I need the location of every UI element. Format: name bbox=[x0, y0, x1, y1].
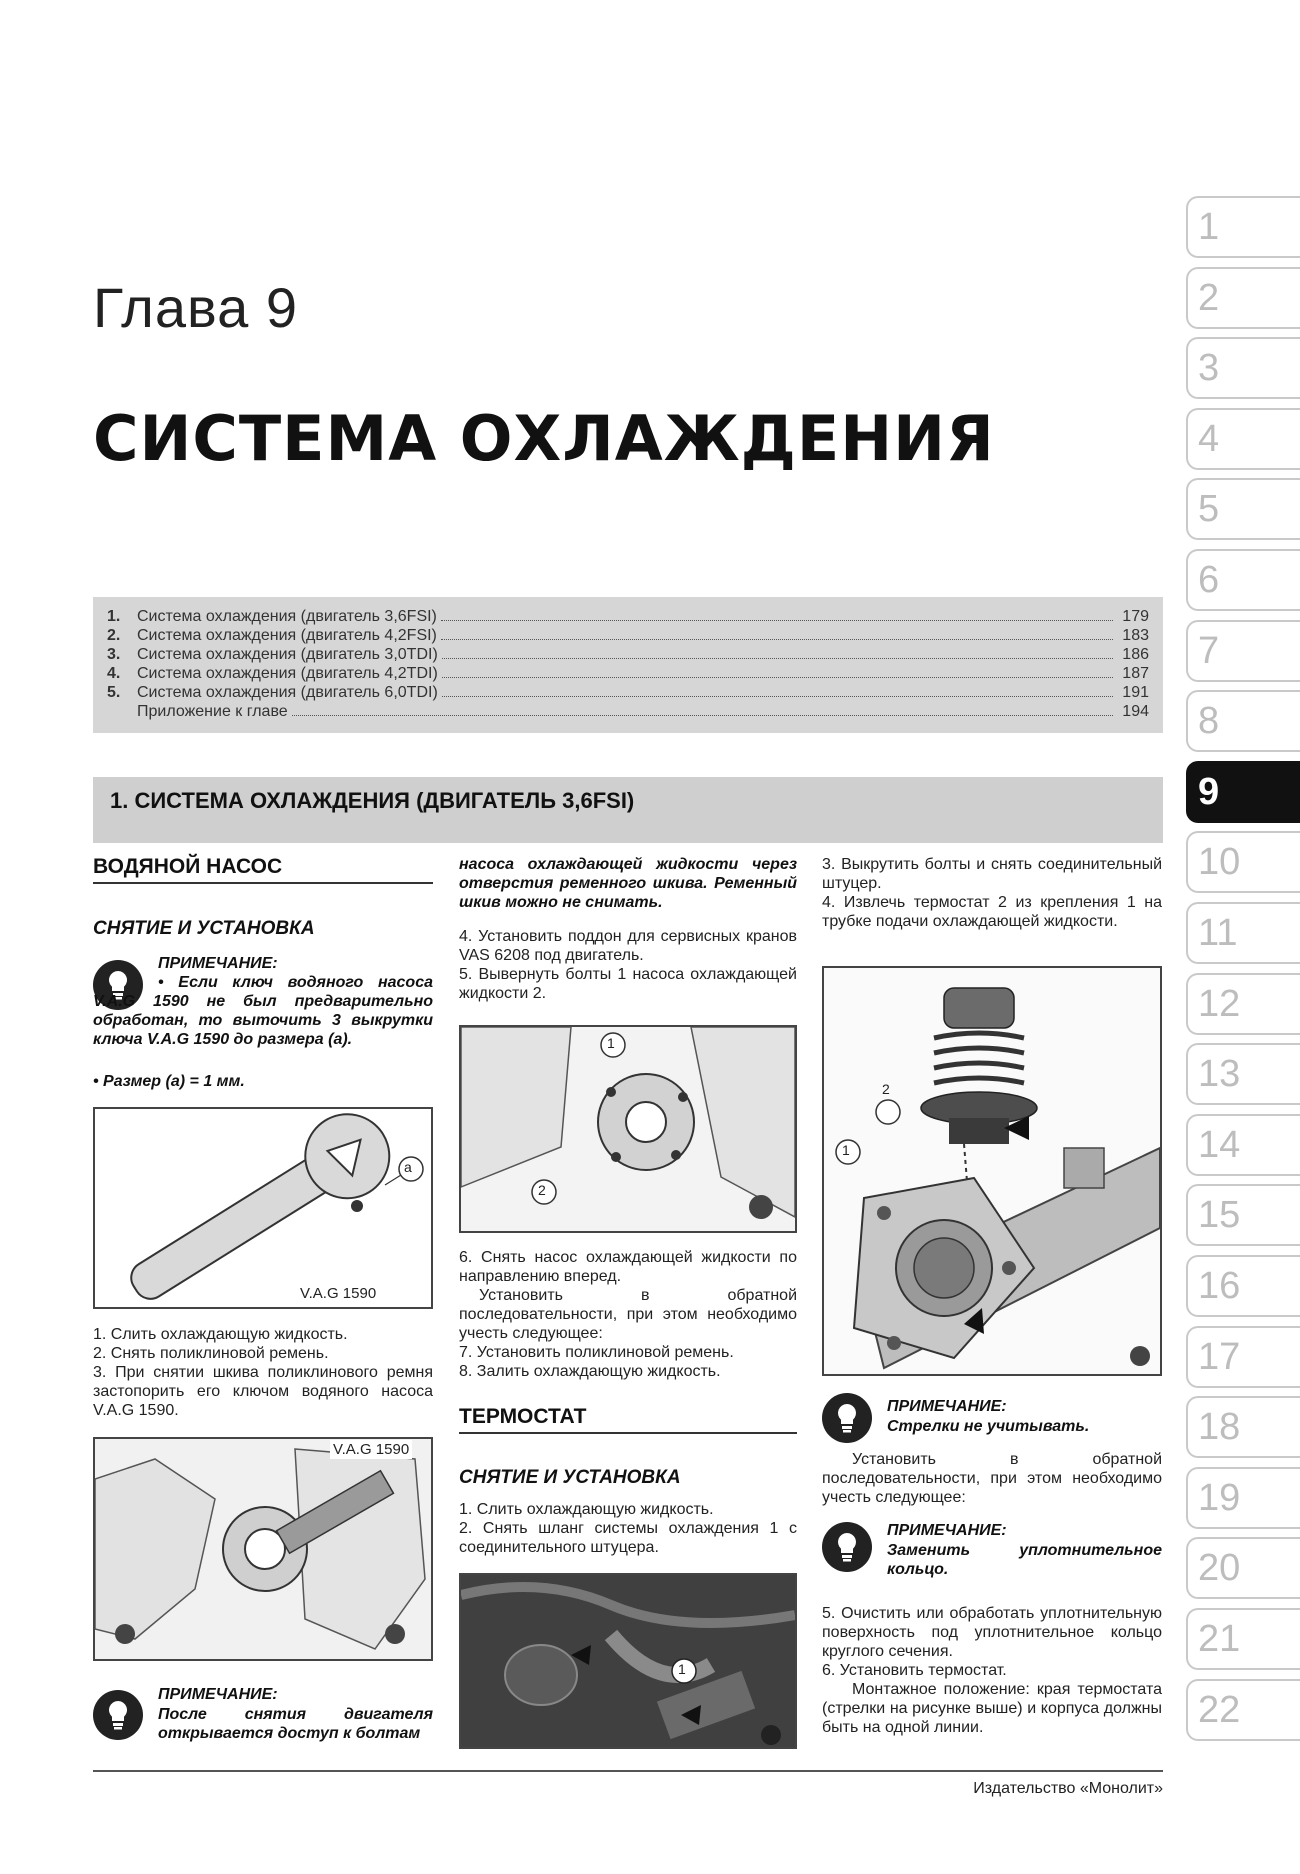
chapter-tab-13[interactable]: 13 bbox=[1186, 1043, 1300, 1105]
step-4: 4. Извлечь термостат 2 из крепления 1 на трубке подачи охлаждающей жидкости. bbox=[822, 894, 1162, 930]
chapter-tab-5[interactable]: 5 bbox=[1186, 478, 1300, 540]
engine-photo bbox=[459, 1573, 797, 1749]
step-8: 8. Залить охлаждающую жидкость. bbox=[459, 1363, 721, 1380]
callout-2: 2 bbox=[538, 1182, 546, 1198]
chapter-tab-8[interactable]: 8 bbox=[1186, 690, 1300, 752]
removal-subheader: СНЯТИЕ И УСТАНОВКА bbox=[459, 1467, 681, 1488]
thermostat-figure bbox=[822, 966, 1162, 1376]
callout-1: 1 bbox=[842, 1142, 850, 1158]
note-title: ПРИМЕЧАНИЕ: bbox=[887, 1522, 1007, 1539]
pulley-figure bbox=[93, 1437, 433, 1661]
col2-steps-b bbox=[459, 1343, 797, 1381]
step-4: 4. Установить поддон для сервисных кранов VAS 6208 под двигатель. bbox=[459, 928, 797, 964]
step-5: 5. Очистить или обработать уплотнительную поверхность под уплотнительное кольцо круглого сечения. bbox=[822, 1605, 1162, 1660]
toc-title: Система охлаждения (двигатель 4,2FSI) bbox=[137, 627, 437, 644]
toc-page: 179 bbox=[1122, 608, 1149, 625]
lightbulb-icon bbox=[822, 1522, 872, 1572]
chapter-tab-1[interactable]: 1 bbox=[1186, 196, 1300, 258]
toc-page: 183 bbox=[1122, 627, 1149, 644]
step-3: 3. При снятии шкива поликлинового ремня застопорить его ключом водяного насоса V.A.G 1590. bbox=[93, 1364, 433, 1419]
chapter-title: СИСТЕМА ОХЛАЖДЕНИЯ bbox=[93, 402, 995, 475]
chapter-tab-18[interactable]: 18 bbox=[1186, 1396, 1300, 1458]
col3-steps-a bbox=[822, 855, 1162, 931]
toc-row bbox=[107, 607, 1149, 626]
note-body-size: • Размер (а) = 1 мм. bbox=[93, 1073, 245, 1090]
step-5: 5. Вывернуть болты 1 насоса охлаждающей жидкости 2. bbox=[459, 966, 797, 1002]
removal-subheader: СНЯТИЕ И УСТАНОВКА bbox=[93, 918, 315, 939]
toc-title: Система охлаждения (двигатель 4,2TDI) bbox=[137, 665, 438, 682]
wrench-label: V.A.G 1590 bbox=[300, 1285, 377, 1302]
toc-leader bbox=[441, 626, 1113, 640]
toc-page: 194 bbox=[1122, 703, 1149, 720]
publisher-footer: Издательство «Монолит» bbox=[973, 1780, 1163, 1797]
note-body: Заменить уплотнительное кольцо. bbox=[887, 1542, 1162, 1578]
chapter-tab-4[interactable]: 4 bbox=[1186, 408, 1300, 470]
toc-row bbox=[107, 702, 1149, 721]
toc-title: Система охлаждения (двигатель 3,0TDI) bbox=[137, 646, 438, 663]
chapter-tab-2[interactable]: 2 bbox=[1186, 267, 1300, 329]
col1-steps bbox=[93, 1325, 433, 1420]
thermostat-header: ТЕРМОСТАТ bbox=[459, 1405, 587, 1428]
toc-number: 5. bbox=[107, 684, 121, 701]
toc-number: 3. bbox=[107, 646, 121, 663]
chapter-tab-20[interactable]: 20 bbox=[1186, 1537, 1300, 1599]
toc-leader bbox=[441, 607, 1113, 621]
toc-title: Приложение к главе bbox=[137, 703, 288, 720]
lightbulb-icon bbox=[93, 1690, 143, 1740]
step-1: 1. Слить охлаждающую жидкость. bbox=[93, 1326, 348, 1343]
toc-row bbox=[107, 683, 1149, 702]
chapter-tab-6[interactable]: 6 bbox=[1186, 549, 1300, 611]
col2-steps-c bbox=[459, 1500, 797, 1557]
toc-number bbox=[107, 702, 137, 721]
reinstall-note: Установить в обратной последовательности, при этом необходимо учесть следующее: bbox=[459, 1287, 797, 1342]
col3-steps-b bbox=[822, 1604, 1162, 1680]
header-rule bbox=[93, 882, 433, 884]
toc-number: 1. bbox=[107, 608, 121, 625]
chapter-tab-19[interactable]: 19 bbox=[1186, 1467, 1300, 1529]
chapter-tab-22[interactable]: 22 bbox=[1186, 1679, 1300, 1741]
reinstall-note: Установить в обратной последовательности, при этом необходимо учесть следующее: bbox=[822, 1451, 1162, 1506]
step-1: 1. Слить охлаждающую жидкость. bbox=[459, 1501, 714, 1518]
toc-page: 186 bbox=[1122, 646, 1149, 663]
header-rule bbox=[459, 1432, 797, 1434]
toc-title: Система охлаждения (двигатель 6,0TDI) bbox=[137, 684, 438, 701]
photo-callout: 1 bbox=[678, 1661, 686, 1677]
step-6: 6. Снять насос охлаждающей жидкости по направлению вперед. bbox=[459, 1249, 797, 1285]
toc-row bbox=[107, 664, 1149, 683]
col2-steps-a bbox=[459, 927, 797, 1003]
toc-leader bbox=[442, 645, 1113, 659]
chapter-tab-14[interactable]: 14 bbox=[1186, 1114, 1300, 1176]
toc-leader bbox=[442, 664, 1113, 678]
step-7: 7. Установить поликлиновой ремень. bbox=[459, 1344, 734, 1361]
chapter-tab-15[interactable]: 15 bbox=[1186, 1184, 1300, 1246]
toc-leader bbox=[442, 683, 1113, 697]
toc-row bbox=[107, 626, 1149, 645]
table-of-contents bbox=[93, 597, 1163, 733]
note-continuation: насоса охлаждающей жидкости через отверстия ременного шкива. Ременный шкив можно не снимать. bbox=[459, 856, 797, 911]
note-body: • Если ключ водяного насоса V.A.G 1590 не был предварительно обработан, то выточить 3 выкрутки ключа V.A.G 1590 до размера (а). bbox=[93, 974, 433, 1048]
step-2: 2. Снять шланг системы охлаждения 1 с соединительного штуцера. bbox=[459, 1520, 797, 1556]
note-title: ПРИМЕЧАНИЕ: bbox=[158, 1686, 278, 1703]
chapter-tab-21[interactable]: 21 bbox=[1186, 1608, 1300, 1670]
footer-rule bbox=[93, 1770, 1163, 1772]
chapter-tab-9[interactable]: 9 bbox=[1186, 761, 1300, 823]
chapter-tab-16[interactable]: 16 bbox=[1186, 1255, 1300, 1317]
note-title: ПРИМЕЧАНИЕ: bbox=[158, 955, 278, 972]
toc-leader bbox=[292, 702, 1113, 716]
step-6: 6. Установить термостат. bbox=[822, 1662, 1007, 1679]
water-pump-header: ВОДЯНОЙ НАСОС bbox=[93, 855, 283, 878]
note-title: ПРИМЕЧАНИЕ: bbox=[887, 1398, 1007, 1415]
chapter-tab-17[interactable]: 17 bbox=[1186, 1326, 1300, 1388]
chapter-tab-11[interactable]: 11 bbox=[1186, 902, 1300, 964]
toc-page: 187 bbox=[1122, 665, 1149, 682]
mounting-position: Монтажное положение: края термостата (стрелки на рисунке выше) и корпуса должны быть на одной линии. bbox=[822, 1681, 1162, 1736]
callout-1: 1 bbox=[607, 1035, 615, 1051]
size-callout: a bbox=[404, 1159, 412, 1175]
toc-number: 4. bbox=[107, 665, 121, 682]
lightbulb-icon bbox=[822, 1393, 872, 1443]
note-body: Стрелки не учитывать. bbox=[887, 1418, 1090, 1435]
toc-number: 2. bbox=[107, 627, 121, 644]
toc-title: Система охлаждения (двигатель 3,6FSI) bbox=[137, 608, 437, 625]
callout-2: 2 bbox=[882, 1081, 890, 1097]
wrench-figure bbox=[93, 1107, 433, 1309]
chapter-tab-7[interactable]: 7 bbox=[1186, 620, 1300, 682]
chapter-label: Глава 9 bbox=[93, 276, 298, 339]
chapter-tab-12[interactable]: 12 bbox=[1186, 973, 1300, 1035]
toc-page: 191 bbox=[1122, 684, 1149, 701]
chapter-tab-10[interactable]: 10 bbox=[1186, 831, 1300, 893]
pulley-figure-label: V.A.G 1590 bbox=[330, 1440, 412, 1459]
note-body: После снятия двигателя открывается доступ к болтам bbox=[158, 1706, 433, 1742]
toc-row bbox=[107, 645, 1149, 664]
chapter-tab-3[interactable]: 3 bbox=[1186, 337, 1300, 399]
step-2: 2. Снять поликлиновой ремень. bbox=[93, 1345, 329, 1362]
step-3: 3. Выкрутить болты и снять соединительный штуцер. bbox=[822, 856, 1162, 892]
pump-figure bbox=[459, 1025, 797, 1233]
section-title: 1. СИСТЕМА ОХЛАЖДЕНИЯ (ДВИГАТЕЛЬ 3,6FSI) bbox=[110, 788, 635, 813]
